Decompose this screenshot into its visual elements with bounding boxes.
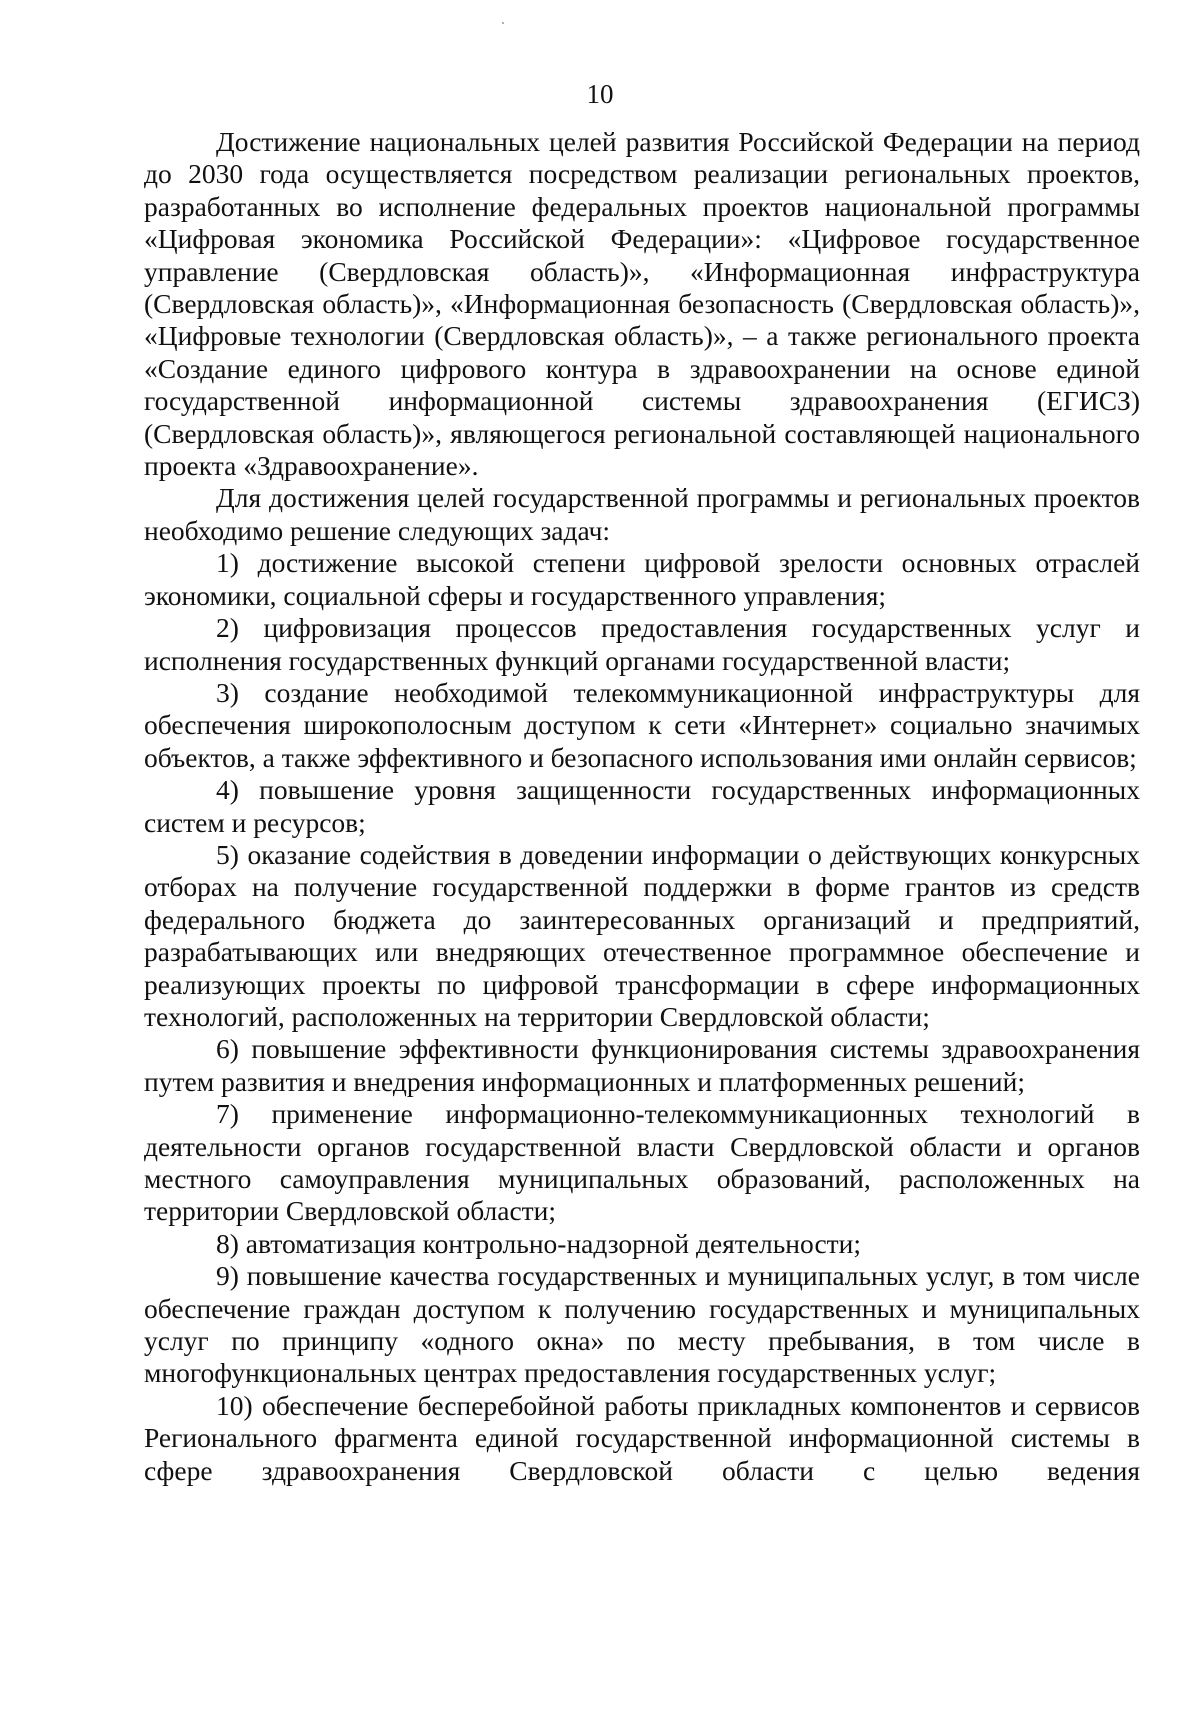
paragraph-tasks-intro: Для достижения целей государственной программы и региональных проектов необходимо решение следующих задач:	[144, 482, 1140, 546]
task-item-7: 7) применение информационно-телекоммуникационных технологий в деятельности органов государственной власти Свердловской области и органов местного самоуправления муниципальных образований, расположенных на территории Свердловской области;	[144, 1098, 1140, 1227]
task-item-1: 1) достижение высокой степени цифровой зрелости основных отраслей экономики, социальной сферы и государственного управления;	[144, 547, 1140, 611]
task-item-10: 10) обеспечение бесперебойной работы прикладных компонентов и сервисов Регионального фрагмента единой государственной информационной системы в сфере здравоохранения Свердловской области с целью ведения	[144, 1389, 1140, 1486]
task-item-9: 9) повышение качества государственных и муниципальных услуг, в том числе обеспечение граждан доступом к получению государственных и муниципальных услуг по принципу «одного окна» по месту пребывания, в том числе в многофункциональных центрах предоставления государственных услуг;	[144, 1260, 1140, 1389]
paragraph-national-goals: Достижение национальных целей развития Российской Федерации на период до 2030 года осуществляется посредством реализации региональных проектов, разработанных во исполнение федеральных проектов национальной программы «Цифровая экономика Российской Федерации»: «Цифровое государственное управление (Свердловская область)», «Информационная инфраструктура (Свердловская область)», «Информационная безопасность (Свердловская область)», «Цифровые технологии (Свердловская область)», – а также регионального проекта «Создание единого цифрового контура в здравоохранении на основе единой государственной информационной системы здравоохранения (ЕГИСЗ) (Свердловская область)», являющегося региональной составляющей национального проекта «Здравоохранение».	[144, 126, 1140, 482]
task-item-3: 3) создание необходимой телекоммуникационной инфраструктуры для обеспечения широкополосным доступом к сети «Интернет» социально значимых объектов, а также эффективного и безопасного использования ими онлайн сервисов;	[144, 676, 1140, 773]
task-item-8: 8) автоматизация контрольно-надзорной деятельности;	[216, 1227, 862, 1259]
page-number: 10	[586, 79, 614, 109]
scan-artifact	[502, 22, 504, 24]
task-item-5: 5) оказание содействия в доведении информации о действующих конкурсных отборах на получение государственной поддержки в форме грантов из средств федерального бюджета до заинтересованных организаций и предприятий, разрабатывающих или внедряющих отечественное программное обеспечение и реализующих проекты по цифровой трансформации в сфере информационных технологий, расположенных на территории Свердловской области;	[144, 838, 1140, 1032]
task-item-6: 6) повышение эффективности функционирования системы здравоохранения путем развития и внедрения информационных и платформенных решений;	[144, 1033, 1140, 1097]
document-body	[144, 126, 1140, 1487]
task-item-2: 2) цифровизация процессов предоставления государственных услуг и исполнения государственных функций органами государственной власти;	[144, 612, 1140, 676]
task-item-4: 4) повышение уровня защищенности государственных информационных систем и ресурсов;	[144, 774, 1140, 838]
